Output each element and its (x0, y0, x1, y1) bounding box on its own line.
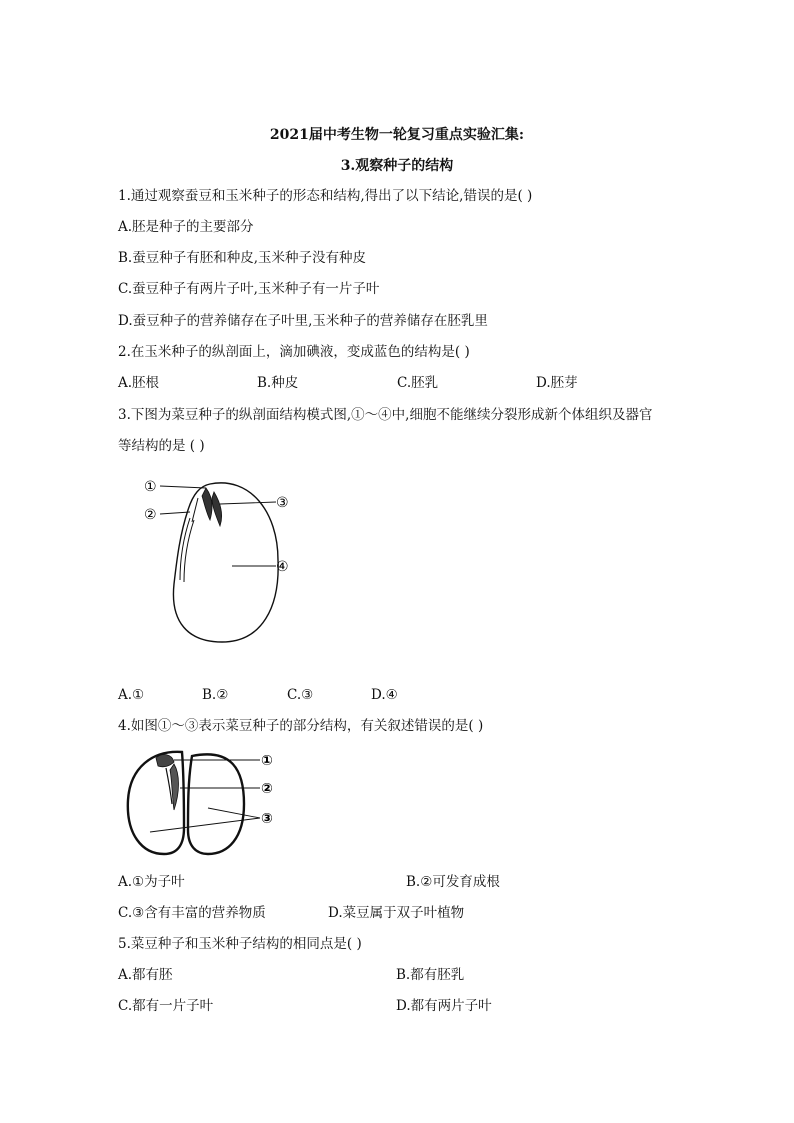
question-1-option-d: D.蚕豆种子的营养储存在子叶里,玉米种子的营养储存在胚乳里 (118, 313, 488, 329)
question-3-option-a: A.① (118, 687, 145, 703)
question-4-option-a: A.①为子叶 (118, 874, 185, 890)
question-5-option-a: A.都有胚 (118, 967, 173, 983)
question-1-stem: 1.通过观察蚕豆和玉米种子的形态和结构,得出了以下结论,错误的是( ) (118, 188, 533, 204)
plumule (156, 755, 174, 767)
figure4-label-3: ③ (261, 811, 273, 827)
question-2-option-c: C.胚乳 (397, 375, 439, 391)
bean-seed-section-figure (140, 472, 300, 652)
question-3-option-c: C.③ (287, 687, 314, 703)
question-1-option-b: B.蚕豆种子有胚和种皮,玉米种子没有种皮 (118, 250, 367, 266)
question-1-option-c: C.蚕豆种子有两片子叶,玉米种子有一片子叶 (118, 281, 380, 297)
question-3-stem-line2: 等结构的是 ( ) (118, 438, 205, 454)
figure3-label-3: ③ (276, 495, 289, 511)
page-title: 2021届中考生物一轮复习重点实验汇集: (269, 127, 525, 143)
bean-seed-opened-figure (122, 748, 282, 860)
question-4-option-b: B.②可发育成根 (406, 874, 500, 890)
question-5-option-b: B.都有胚乳 (396, 967, 465, 983)
figure3-label-2: ② (144, 507, 157, 523)
question-3-stem-line1: 3.下图为菜豆种子的纵剖面结构模式图,①～④中,细胞不能继续分裂形成新个体组织及器官 (118, 407, 653, 423)
question-2-option-a: A.胚根 (118, 375, 160, 391)
question-5-stem: 5.菜豆种子和玉米种子结构的相同点是( ) (118, 936, 362, 952)
question-1-option-a: A.胚是种子的主要部分 (118, 219, 254, 235)
question-5-option-c: C.都有一片子叶 (118, 998, 214, 1014)
question-3-option-d: D.④ (371, 687, 398, 703)
question-4-stem: 4.如图①～③表示菜豆种子的部分结构，有关叙述错误的是( ) (118, 718, 484, 734)
question-4-option-c: C.③含有丰富的营养物质 (118, 905, 266, 921)
question-4-option-d: D.菜豆属于双子叶植物 (328, 905, 465, 921)
figure3-label-4: ④ (276, 559, 289, 575)
plumule-shape (202, 488, 222, 526)
seed-outline (173, 483, 278, 642)
question-5-option-d: D.都有两片子叶 (396, 998, 492, 1014)
figure3-label-1: ① (144, 479, 157, 495)
page-subtitle: 3.观察种子的结构 (340, 158, 454, 174)
question-3-option-b: B.② (202, 687, 229, 703)
question-2-stem: 2.在玉米种子的纵剖面上，滴加碘液，变成蓝色的结构是( ) (118, 344, 470, 360)
right-cotyledon (188, 754, 244, 854)
question-2-option-b: B.种皮 (257, 375, 299, 391)
radicle-curve (180, 518, 194, 582)
question-2-option-d: D.胚芽 (536, 375, 578, 391)
figure4-label-1: ① (261, 753, 273, 769)
radicle (170, 764, 179, 810)
figure4-label-2: ② (261, 781, 273, 797)
